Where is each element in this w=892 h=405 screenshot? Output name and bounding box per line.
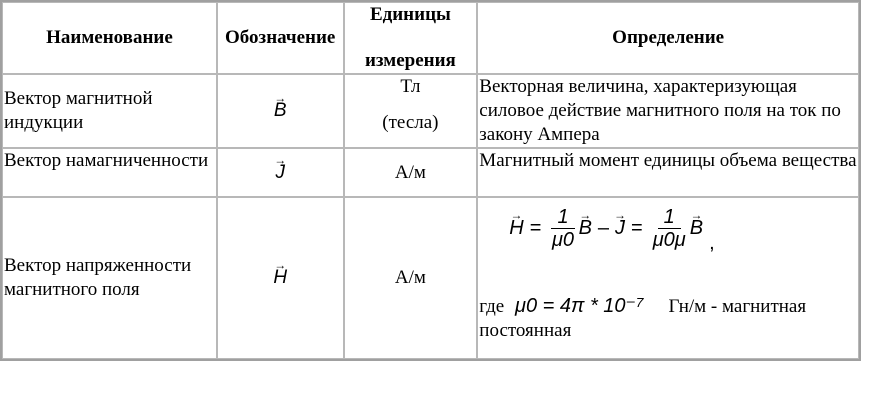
row-symbol xyxy=(217,74,344,148)
vector-symbol: → B xyxy=(274,99,287,123)
row-unit: А/м xyxy=(344,197,478,359)
table-row xyxy=(2,197,859,359)
formula-b: → B xyxy=(579,216,592,240)
formula-numerator: 1 xyxy=(658,206,681,229)
header-units-line1: Единицы xyxy=(369,4,451,25)
formula-j: → J xyxy=(615,216,625,240)
row-unit: А/м xyxy=(344,148,478,197)
table-row xyxy=(2,148,859,197)
header-row xyxy=(2,2,859,74)
formula-comma: , xyxy=(709,232,715,254)
formula-frac-1 xyxy=(551,206,574,251)
header-name: Наименование xyxy=(2,2,217,74)
where-label: где xyxy=(479,296,505,317)
formula-h: → H xyxy=(509,216,523,240)
row-name: Вектор магнитной индукции xyxy=(2,74,217,148)
h-formula xyxy=(509,198,857,258)
mu0-expression: μ0 = 4π * 10⁻⁷ xyxy=(515,295,644,317)
mu0-description: Гн/м - магнитная постоянная xyxy=(479,296,807,341)
row-unit xyxy=(344,74,478,148)
vector-symbol: → J xyxy=(275,161,285,185)
row-symbol xyxy=(217,148,344,197)
formula-b2: → B xyxy=(690,216,703,240)
row-definition: Векторная величина, характеризующая силовое действие магнитного поля на ток по закону Ампера xyxy=(477,74,859,148)
row-definition xyxy=(477,197,859,359)
formula-numerator: 1 xyxy=(551,206,574,229)
header-definition: Определение xyxy=(477,2,859,74)
formula-eq2: = xyxy=(631,217,643,239)
row-definition: Магнитный момент единицы объема вещества xyxy=(477,148,859,197)
formula-minus: – xyxy=(597,217,610,239)
header-units-line2: измерения xyxy=(364,50,456,71)
formula-eq: = xyxy=(529,217,542,239)
mu0-line xyxy=(479,294,857,343)
formula-denominator: μ0μ xyxy=(652,228,686,251)
row-name: Вектор напряженности магнитного поля xyxy=(2,197,217,359)
row-symbol xyxy=(217,197,344,359)
row-unit-line2: (тесла) xyxy=(382,112,439,133)
header-symbol: Обозначение xyxy=(217,2,344,74)
header-units xyxy=(344,2,478,74)
formula-frac-2 xyxy=(653,206,686,251)
row-name: Вектор намагниченности xyxy=(2,148,217,197)
table-row xyxy=(2,74,859,148)
row-unit-line1: Тл xyxy=(400,76,421,97)
vector-symbol: → H xyxy=(273,266,287,290)
formula-denominator: μ0 xyxy=(551,228,575,251)
